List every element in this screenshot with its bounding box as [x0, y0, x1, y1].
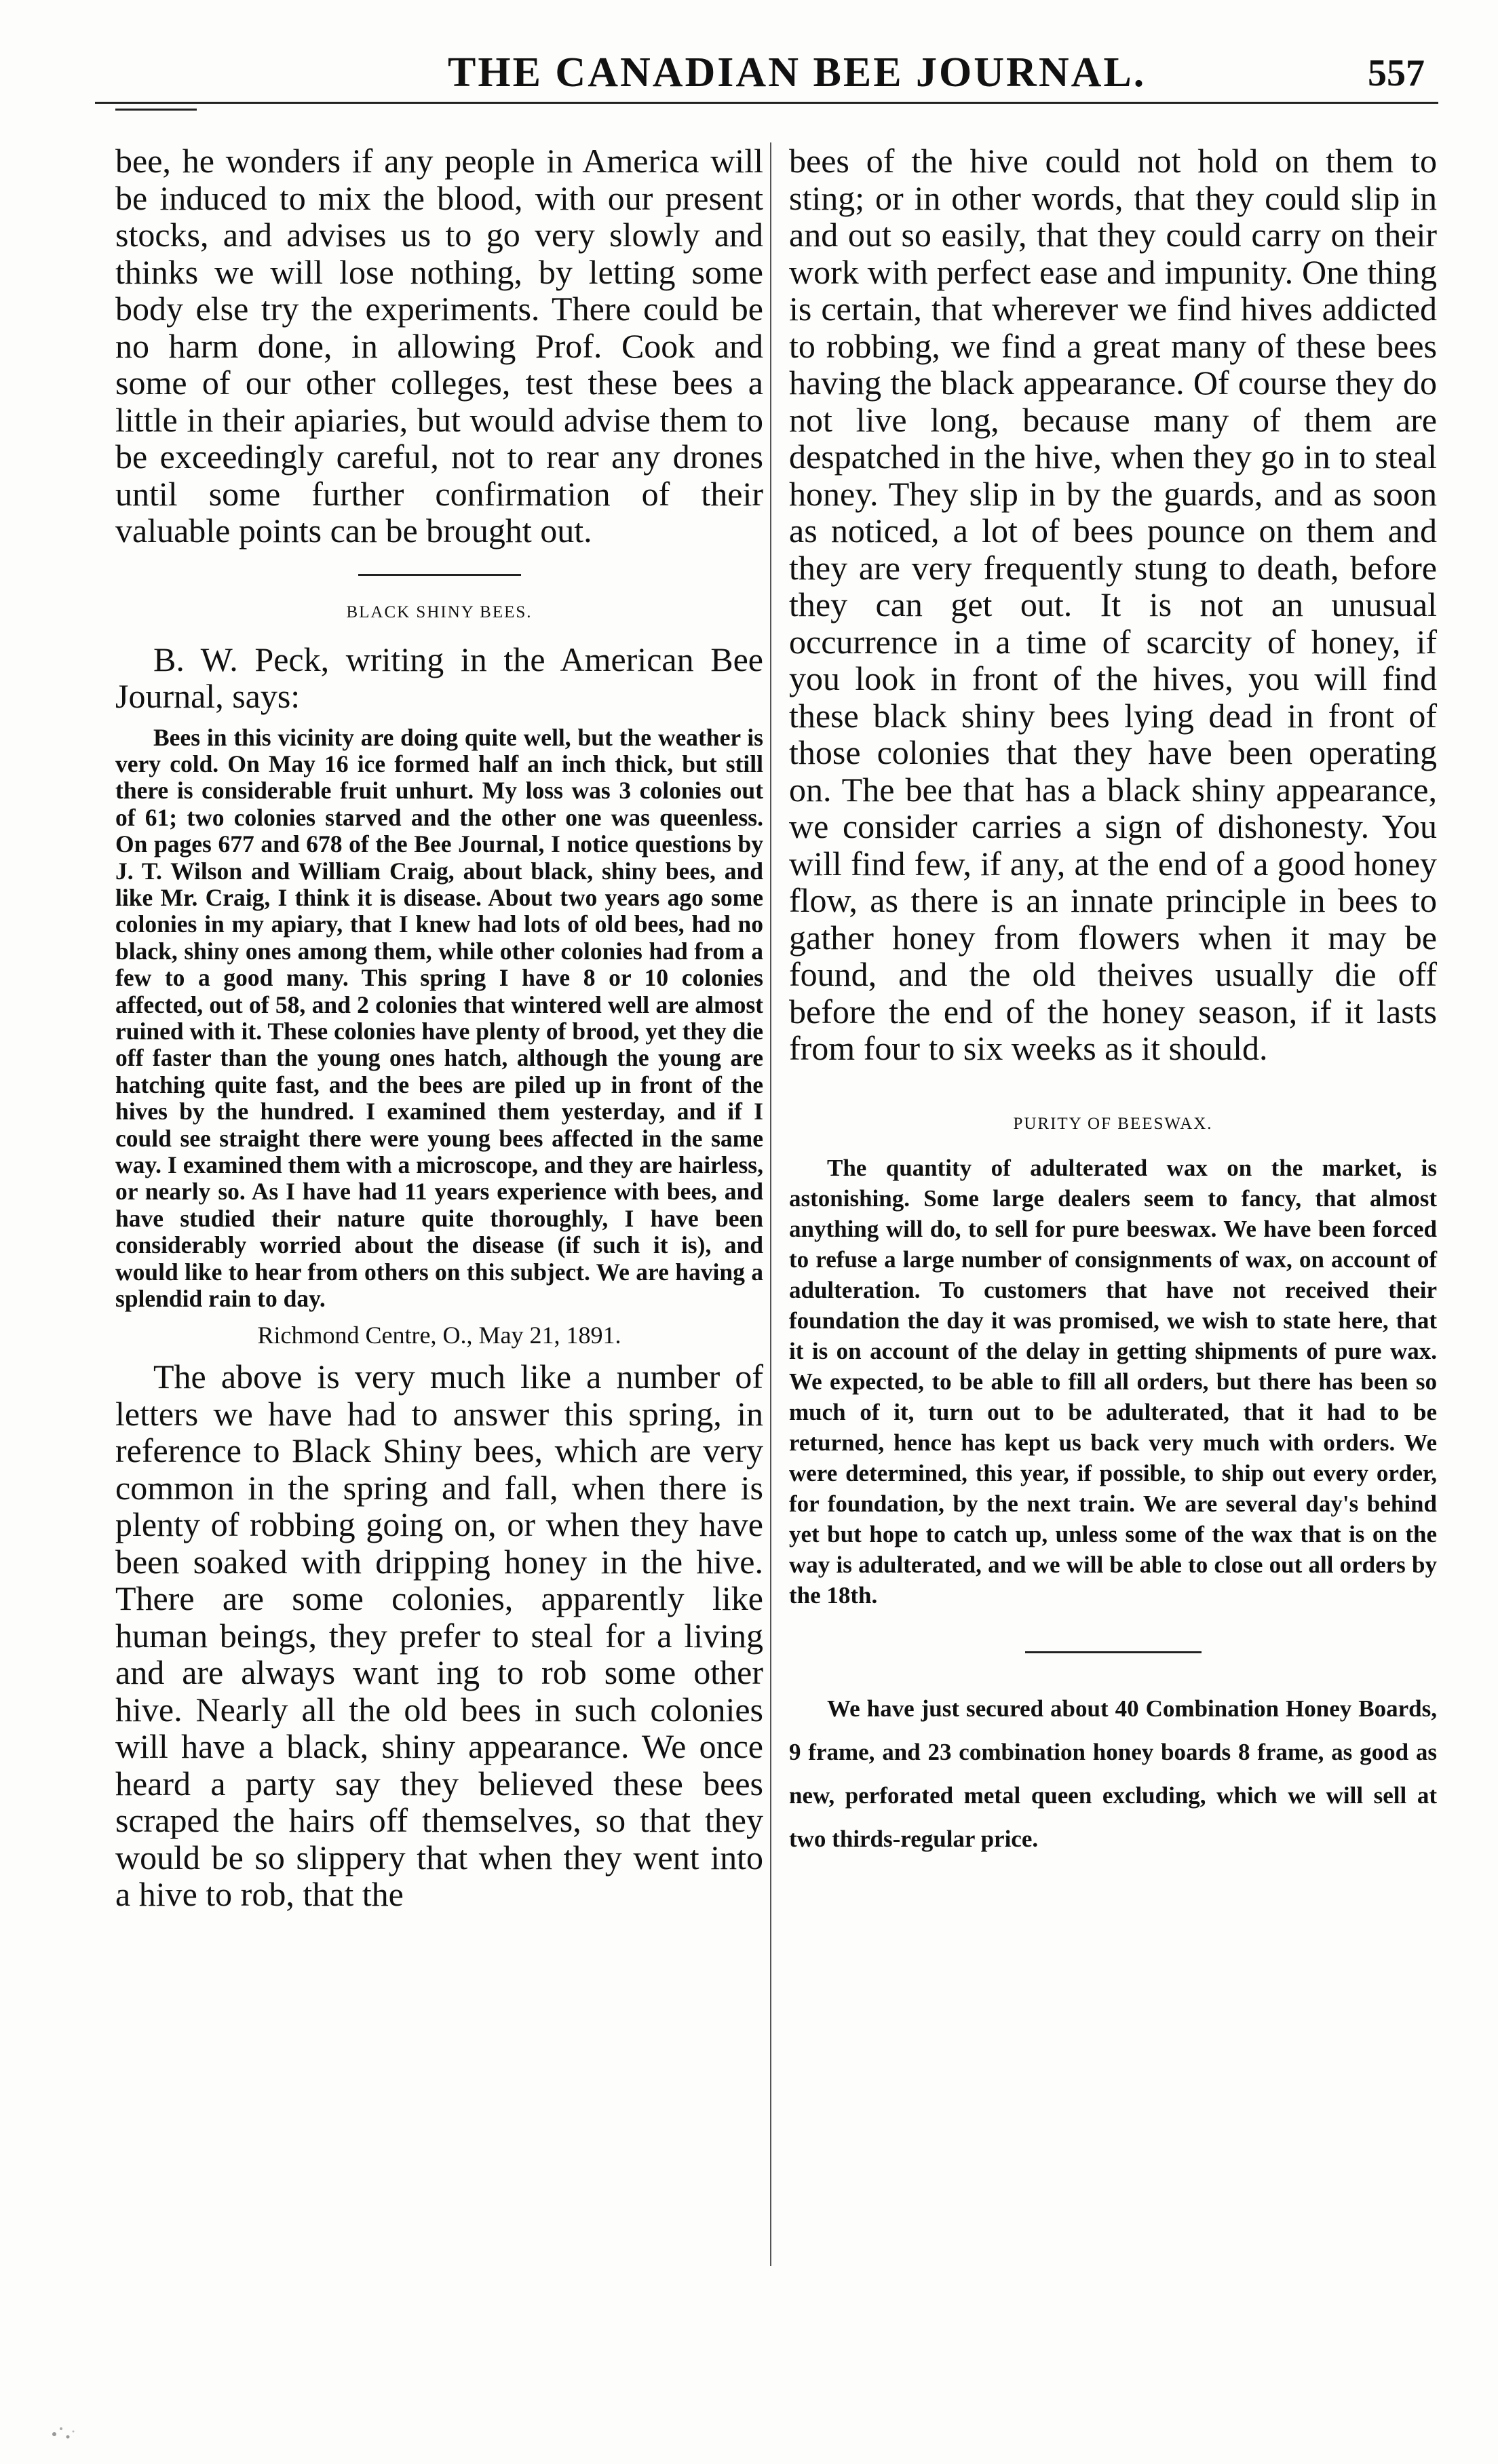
column-divider [770, 142, 771, 2266]
section-heading-black-shiny-bees: BLACK SHINY BEES. [346, 602, 533, 621]
ink-smudge [47, 2415, 81, 2442]
running-head [109, 49, 1452, 103]
letter-signature: Richmond Centre, O., May 21, 1891. [257, 1322, 621, 1349]
left-column [115, 142, 763, 1913]
section-divider [1025, 1651, 1202, 1653]
editor-commentary: The above is very much like a number of letters we have had to answer this spring, in reference to Black Shiny bees, which are very common in the spring and fall, when there is plenty of robbing going on, or when they have been soaked with dripping honey in the hive. There are some colonies, apparently like human beings, they prefer to steal for a living and are always want ing to rob some other hive. Nearly all the old bees in such colonies will have a black, shiny appearance. We once heard a party say they believed these bees scraped the hairs off themselves, so that they would be so slippery that when they went into a hive to rob, that the [115, 1358, 763, 1914]
quoted-letter: Bees in this vicinity are doing quite well, but the weather is very cold. On May 16 ice formed half an inch thick, but still there is considerable fruit unhurt. My loss was 3 colonies out of 61; two colonies starved and the other one was queenless. On pages 677 and 678 of the Bee Journal, I notice questions by J. T. Wilson and William Craig, about black, shiny bees, and like Mr. Craig, I think it is disease. About two years ago some colonies in my apiary, that I knew had lots of old bees, had no black, shiny ones among them, while other colonies had from a few to a good many. This spring I have 8 or 10 colonies affected, out of 58, and 2 colonies that wintered well are almost ruined with it. These colonies have plenty of brood, yet they die off faster than the young ones hatch, although the young are hatching quite fast, and the bees are piled up in front of the hives by the hundred. I examined them yesterday, and if I could see straight there were young bees affected in the same way. I examined them with a microscope, and they are hairless, or nearly so. As I have had 11 years experience with bees, and have studied their nature quite thoroughly, I have been considerably worried about the disease (if such it is), and would like to hear from others on this subject. We are having a splendid rain to day. [115, 723, 763, 1313]
section-heading-purity-of-beeswax: PURITY OF BEESWAX. [1013, 1114, 1213, 1133]
honey-boards-notice: We have just secured about 40 Combination Honey Boards, 9 frame, and 23 combination honey boards 8 frame, as good as new, perforated metal queen excluding, which we will sell at two thirds-regular price. [789, 1695, 1437, 1852]
section-divider [358, 574, 521, 576]
page-number: 557 [1368, 52, 1425, 94]
header-rule [95, 102, 1438, 104]
header-rule-accent [115, 109, 197, 111]
beeswax-paragraph: The quantity of adulterated wax on the market, is astonishing. Some large dealers seem to fancy, that almost anything will do, to sell for pure beeswax. We have been forced to refuse a large number of consignments of wax, on account of adulteration. To customers that have not received their foundation the day it was promised, we wish to state here, that it is on account of the delay in getting shipments of pure wax. We expected, to be able to fill all orders, but there has been so much of it, turn out to be adulterated, that it had to be returned, hence has kept us back very much with orders. We were determined, this year, if possible, to ship out every order, for foundation, by the next train. We are several day's behind yet but hope to catch up, unless some of the wax that is on the way is adulterated, and we will be able to close out all orders by the 18th. [789, 1154, 1437, 1609]
continuation-paragraph: bees of the hive could not hold on them to sting; or in other words, that they could slip in and out so easily, that they could carry on their work with perfect ease and impunity. One thing is certain, that wherever we find hives addicted to robbing, we find a great many of these bees having the black appearance. Of course they do not live long, because many of them are despatched in the hive, when they go in to steal honey. They slip in by the guards, and as soon as noticed, a lot of bees pounce on them and they are very frequently stung to death, before they can get out. It is not an unusual occurrence in a time of scarcity of honey, if you look in front of the hives, you will find these black shiny bees lying dead in front of those colonies that they have been operating on. The bee that has a black shiny appearance, we consider carries a sign of dishonesty. You will find few, if any, at the end of a good honey flow, as there is an innate principle in bees to gather honey from flowers when it may be found, and the old theives usually die off before the end of the honey season, if it lasts from four to six weeks as it should. [789, 142, 1437, 1067]
journal-title: THE CANADIAN BEE JOURNAL. [448, 50, 1147, 96]
intro-line: B. W. Peck, writing in the American Bee Journal, says: [115, 640, 763, 715]
right-column [789, 142, 1437, 1861]
opening-paragraph: bee, he wonders if any people in America will be induced to mix the blood, with our present stocks, and advises us to go very slowly and thinks we will lose nothing, by letting some body else try the experiments. There could be no harm done, in allowing Prof. Cook and some of our other colleges, test these bees a little in their apiaries, but would advise them to be exceedingly careful, not to rear any drones until some further confirmation of their valuable points can be brought out. [115, 142, 763, 550]
